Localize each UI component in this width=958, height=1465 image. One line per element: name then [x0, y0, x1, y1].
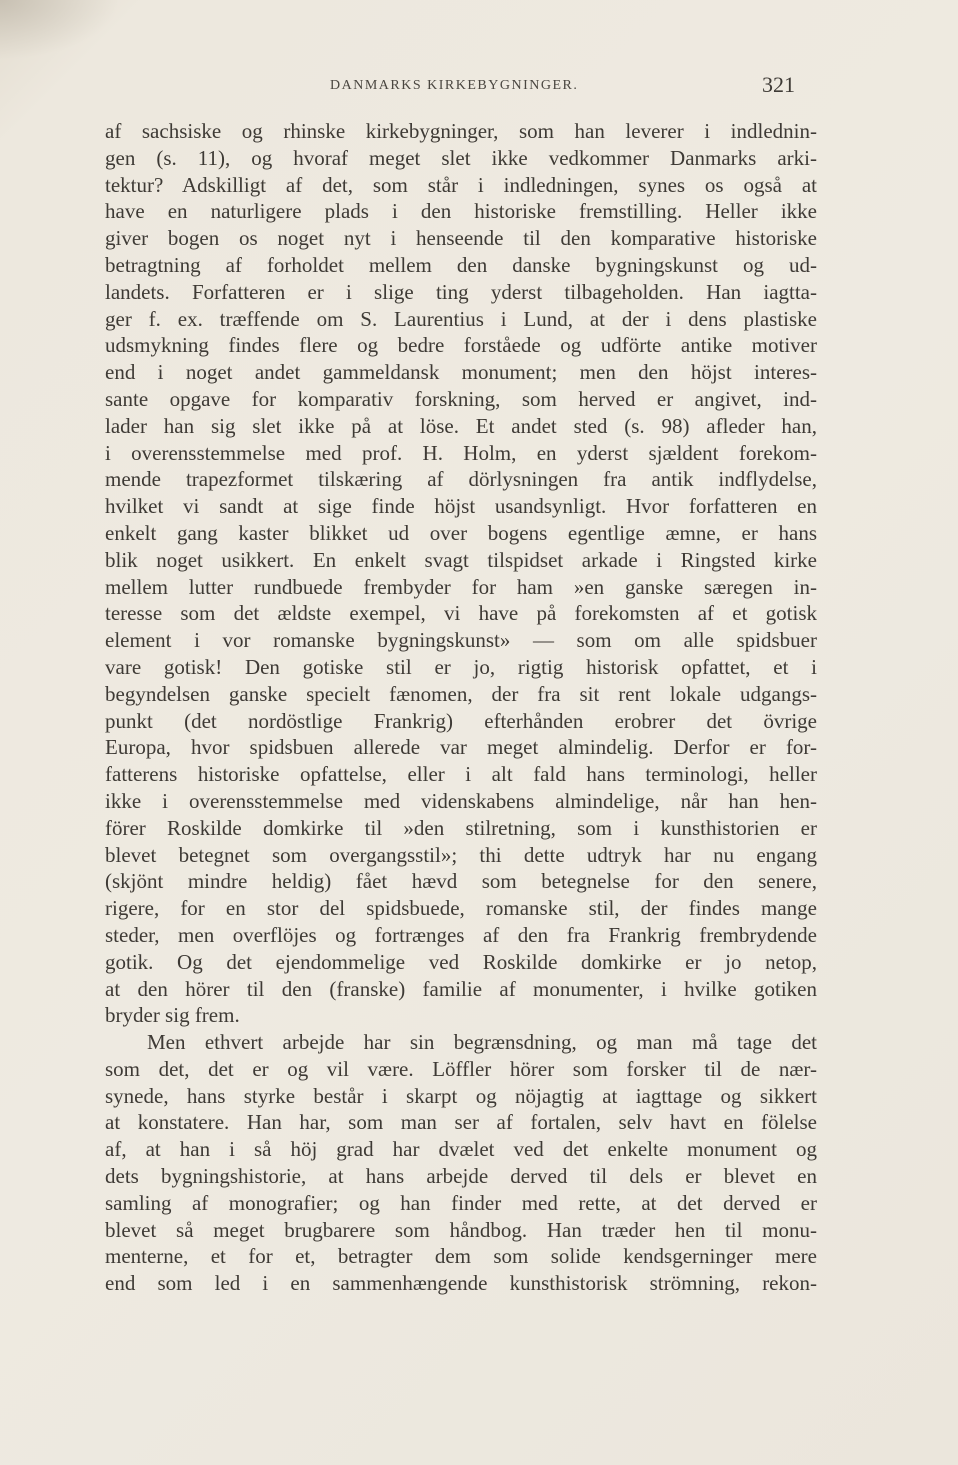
text-line: teresse som det ældste exempel, vi have på forekomsten af et gotisk	[105, 601, 817, 626]
paper-corner-shading	[0, 0, 120, 60]
text-line: mende trapezformet tilskæring af dörlysningen fra antik indflydelse,	[105, 467, 817, 492]
page-header	[330, 72, 795, 102]
running-head: DANMARKS KIRKEBYGNINGER.	[330, 78, 579, 93]
text-line: ikke i overensstemmelse med videnskabens almindelige, når han hen-	[105, 788, 817, 813]
text-line: betragtning af forholdet mellem den danske bygningskunst og ud-	[105, 252, 817, 277]
text-line: gotik. Og det ejendommelige ved Roskilde domkirke er jo netop,	[105, 949, 817, 974]
text-line: steder, men overflöjes og fortrænges af den fra Frankrig frembrydende	[105, 922, 817, 947]
text-line: element i vor romanske bygningskunst» — som om alle spidsbuer	[105, 628, 817, 653]
text-line: end som led i en sammenhængende kunsthistorisk strömning, rekon-	[105, 1271, 817, 1296]
text-line: have en naturligere plads i den historiske fremstilling. Heller ikke	[105, 199, 817, 224]
text-line: gen (s. 11), og hvoraf meget slet ikke vedkommer Danmarks arki-	[105, 145, 817, 170]
paragraph-end-line: bryder sig frem.	[105, 1003, 240, 1028]
text-line: punkt (det nordöstlige Frankrig) efterhånden erobrer det övrige	[105, 708, 817, 733]
page-number: 321	[762, 72, 795, 97]
text-line: ger f. ex. træffende om S. Laurentius i Lund, at der i dens plastiske	[105, 306, 817, 331]
text-line: blik noget usikkert. En enkelt svagt tilspidset arkade i Ringsted kirke	[105, 547, 817, 572]
paragraph-start-line: Men ethvert arbejde har sin begrænsdning, og man må tage det	[147, 1030, 817, 1055]
text-line: enkelt gang kaster blikket ud over bogens egentlige æmne, er hans	[105, 520, 817, 545]
text-line: landets. Forfatteren er i slige ting yderst tilbageholden. Han iagtta-	[105, 279, 817, 304]
text-line: tektur? Adskilligt af det, som står i indledningen, synes os også at	[105, 172, 817, 197]
text-line: Europa, hvor spidsbuen allerede var meget almindelig. Derfor er for-	[105, 735, 817, 760]
text-line: udsmykning findes flere og bedre forståede og udförte antike motiver	[105, 333, 817, 358]
body-text	[105, 118, 817, 1297]
text-line: (skjönt mindre heldig) fået hævd som betegnelse for den senere,	[105, 869, 817, 894]
text-line: blevet så meget brugbarere som håndbog. Han træder hen til monu-	[105, 1217, 817, 1242]
text-line: i overensstemmelse med prof. H. Holm, en yderst sjældent forekom-	[105, 440, 817, 465]
text-line: hvilket vi sandt at sige finde höjst usandsynligt. Hvor forfatteren en	[105, 494, 817, 519]
text-line: förer Roskilde domkirke til »den stilretning, som i kunsthistorien er	[105, 815, 817, 840]
text-line: menterne, et for et, betragter dem som solide kendsgerninger mere	[105, 1244, 817, 1269]
text-line: synede, hans styrke består i skarpt og nöjagtig at iagttage og sikkert	[105, 1083, 817, 1108]
text-line: rigere, for en stor del spidsbuede, romanske stil, der findes mange	[105, 896, 817, 921]
text-line: blevet betegnet som overgangsstil»; thi dette udtryk har nu engang	[105, 842, 817, 867]
text-line: samling af monografier; og han finder med rette, at det derved er	[105, 1190, 817, 1215]
text-line: begyndelsen ganske specielt fænomen, der fra sit rent lokale udgangs-	[105, 681, 817, 706]
text-line: giver bogen os noget nyt i henseende til den komparative historiske	[105, 226, 817, 251]
text-line: lader han sig slet ikke på at löse. Et andet sted (s. 98) afleder han,	[105, 413, 817, 438]
text-line: at den hörer til den (franske) familie af monumenter, i hvilke gotiken	[105, 976, 817, 1001]
text-line: at konstatere. Han har, som man ser af fortalen, selv havt en fölelse	[105, 1110, 817, 1135]
text-line: end i noget andet gammeldansk monument; men den höjst interes-	[105, 360, 817, 385]
text-line: af, at han i så höj grad har dvælet ved det enkelte monument og	[105, 1137, 817, 1162]
text-line: mellem lutter rundbuede frembyder for ham »en ganske særegen in-	[105, 574, 817, 599]
text-line: dets bygningshistorie, at hans arbejde derved til dels er blevet en	[105, 1164, 817, 1189]
text-line: vare gotisk! Den gotiske stil er jo, rigtig historisk opfattet, et i	[105, 654, 817, 679]
text-line: sante opgave for komparativ forskning, som herved er angivet, ind-	[105, 386, 817, 411]
text-line: af sachsiske og rhinske kirkebygninger, som han leverer i indlednin-	[105, 119, 817, 143]
text-line: fatterens historiske opfattelse, eller i alt fald hans terminologi, heller	[105, 762, 817, 787]
text-line: som det, det er og vil være. Löffler hörer som forsker til de nær-	[105, 1056, 817, 1081]
